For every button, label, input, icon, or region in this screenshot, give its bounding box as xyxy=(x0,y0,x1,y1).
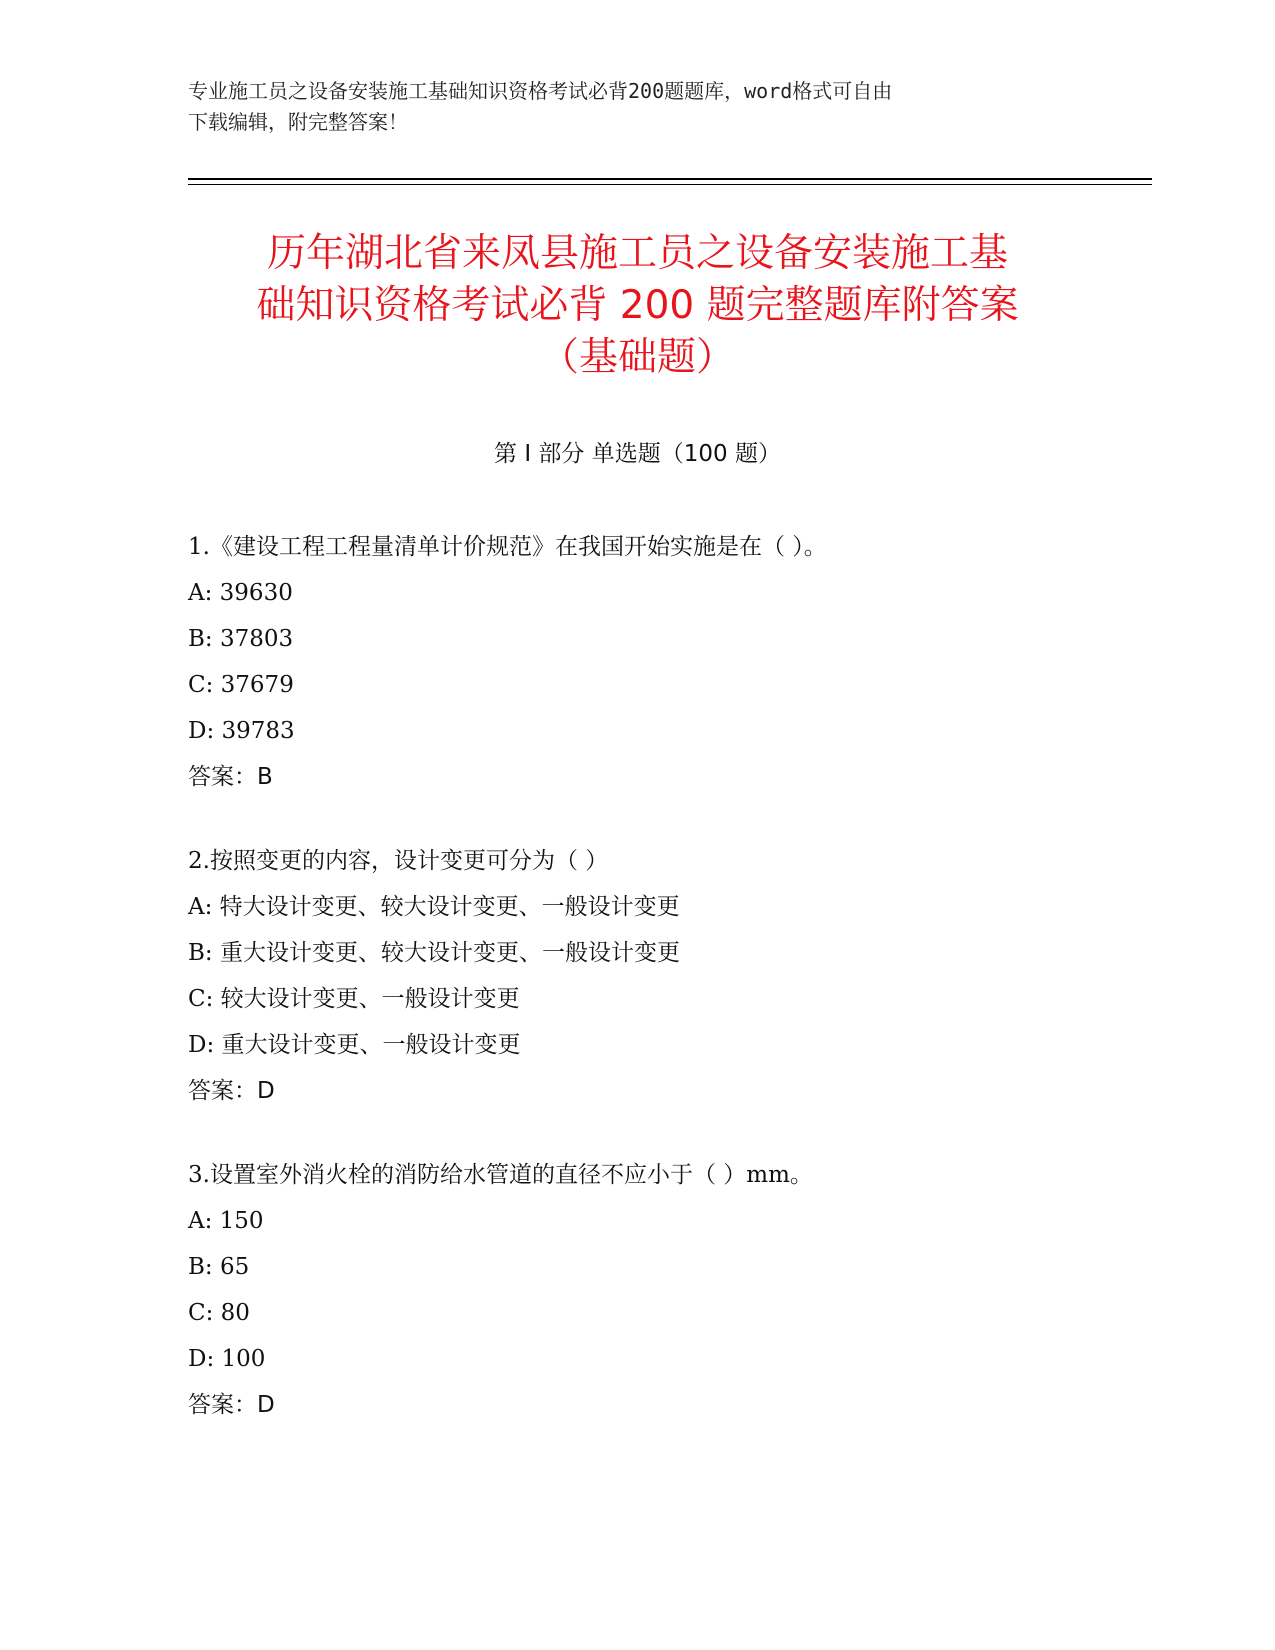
option-c: C: 较大设计变更、一般设计变更 xyxy=(188,986,520,1012)
answer-label: 答案：D xyxy=(188,1392,275,1418)
header-divider-thick xyxy=(188,178,1152,180)
option-d: D: 39783 xyxy=(188,718,295,744)
question-stem: 3.设置室外消火栓的消防给水管道的直径不应小于（ ）mm。 xyxy=(188,1162,813,1188)
option-b: B: 重大设计变更、较大设计变更、一般设计变更 xyxy=(188,940,680,966)
document-title-line-3: （基础题） xyxy=(539,335,735,380)
question-stem: 2.按照变更的内容，设计变更可分为（ ） xyxy=(188,848,609,874)
document-title-line-1: 历年湖北省来凤县施工员之设备安装施工基 xyxy=(266,231,1008,276)
answer-label: 答案：B xyxy=(188,764,273,790)
answer-label: 答案：D xyxy=(188,1078,275,1104)
option-a: A: 39630 xyxy=(188,580,293,606)
document-title xyxy=(180,228,1095,384)
question-3 xyxy=(188,1152,1148,1428)
option-d: D: 重大设计变更、一般设计变更 xyxy=(188,1032,521,1058)
option-a: A: 150 xyxy=(188,1208,264,1234)
header-note-line-2: 下载编辑，附完整答案！ xyxy=(188,110,408,134)
option-b: B: 37803 xyxy=(188,626,294,652)
option-c: C: 37679 xyxy=(188,672,294,698)
header-note xyxy=(188,76,1068,138)
option-d: D: 100 xyxy=(188,1346,266,1372)
option-b: B: 65 xyxy=(188,1254,250,1280)
option-a: A: 特大设计变更、较大设计变更、一般设计变更 xyxy=(188,894,680,920)
header-note-line-1: 专业施工员之设备安装施工基础知识资格考试必背200题题库，word格式可自由 xyxy=(188,79,893,103)
document-title-line-2: 础知识资格考试必背 200 题完整题库附答案 xyxy=(256,283,1019,328)
section-heading: 第 I 部分 单选题（100 题） xyxy=(494,441,781,467)
question-stem: 1.《建设工程工程量清单计价规范》在我国开始实施是在（ ）。 xyxy=(188,534,827,560)
header-divider-thin xyxy=(188,184,1152,185)
question-list xyxy=(188,524,1148,1466)
question-1 xyxy=(188,524,1148,800)
question-2 xyxy=(188,838,1148,1114)
option-c: C: 80 xyxy=(188,1300,250,1326)
